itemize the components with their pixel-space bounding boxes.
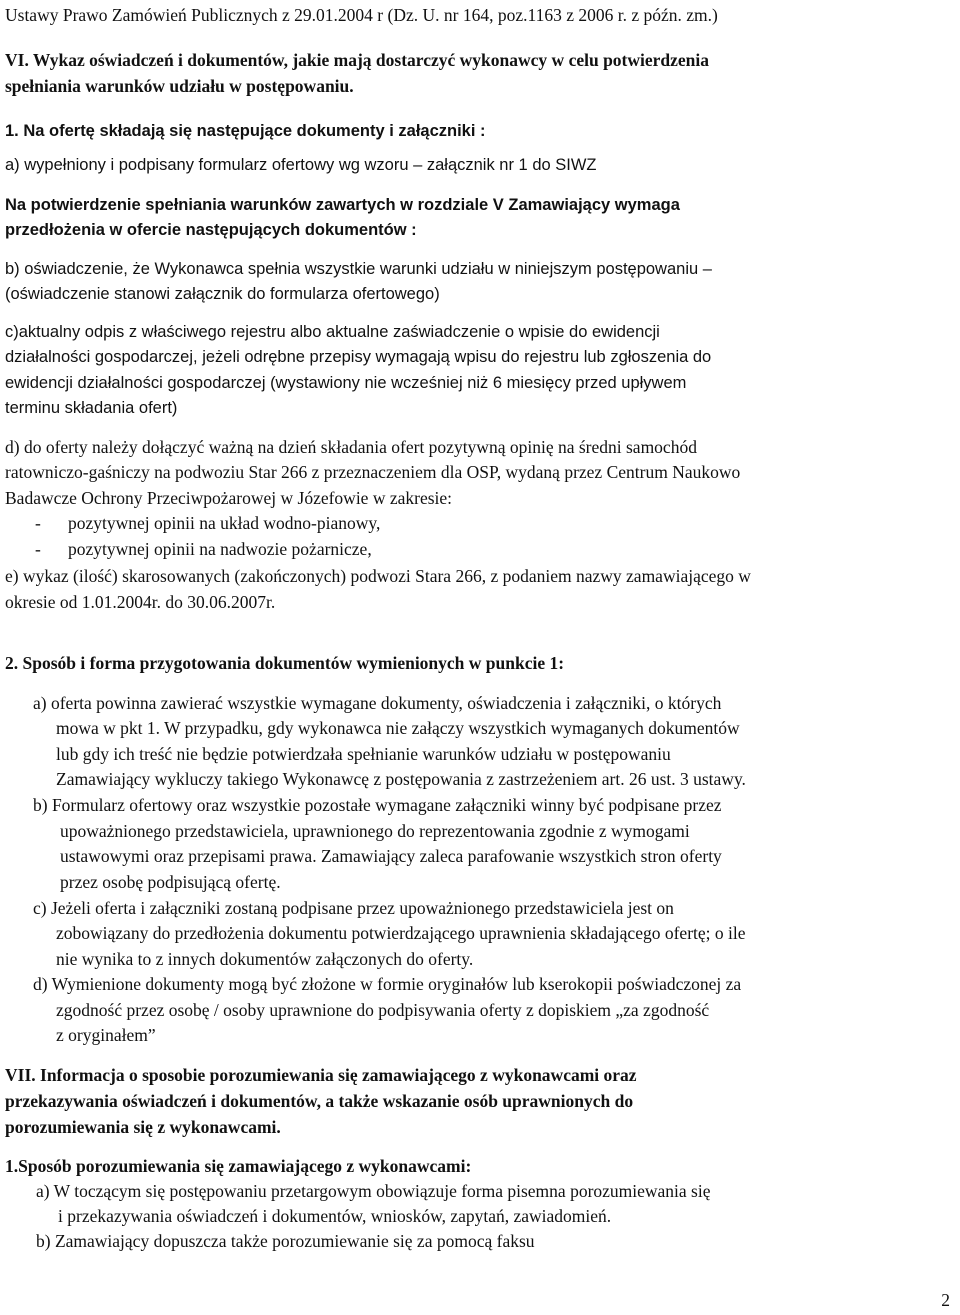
point-2-item-c-cont-2: nie wynika to z innych dokumentów załączonych do oferty. xyxy=(56,949,474,969)
point-1-item-d-sub-1: pozytywnej opinii na układ wodno-pianowy, xyxy=(68,513,381,533)
point-2-item-a: a) oferta powinna zawierać wszystkie wymagane dokumenty, oświadczenia i załączniki, o których xyxy=(33,693,722,713)
point-1-item-b-cont: (oświadczenie stanowi załącznik do formularza ofertowego) xyxy=(5,285,440,303)
section-vi-title: VI. Wykaz oświadczeń i dokumentów, jakie mają dostarczyć wykonawcy w celu potwierdzenia xyxy=(5,50,710,70)
list-dash: - xyxy=(35,513,41,533)
point-2-title: 2. Sposób i forma przygotowania dokumentów wymienionych w punkcie 1: xyxy=(5,653,565,673)
point-1-item-b: b) oświadczenie, że Wykonawca spełnia wszystkie warunki udziału w niniejszym postępowaniu – xyxy=(5,260,712,278)
point-1-item-e: e) wykaz (ilość) skarosowanych (zakończonych) podwozi Stara 266, z podaniem nazwy zamawiającego w xyxy=(5,566,751,586)
section-vii-title-cont-1: przekazywania oświadczeń i dokumentów, a także wskazanie osób uprawnionych do xyxy=(5,1091,634,1111)
list-dash: - xyxy=(35,539,41,559)
point-1-item-a: a) wypełniony i podpisany formularz ofertowy wg wzoru – załącznik nr 1 do SIWZ xyxy=(5,156,597,174)
section-vii-subtitle: 1.Sposób porozumiewania się zamawiającego z wykonawcami: xyxy=(5,1156,472,1176)
section-vi-title-cont: spełniania warunków udziału w postępowaniu. xyxy=(5,76,354,96)
requirements-intro: Na potwierdzenie spełniania warunków zawartych w rozdziale V Zamawiający wymaga xyxy=(5,196,680,214)
point-2-item-d-cont-1: zgodność przez osobę / osoby uprawnione do podpisywania oferty z dopiskiem „za zgodność xyxy=(56,1000,710,1020)
point-2-item-b-cont-2: ustawowymi oraz przepisami prawa. Zamawiający zaleca parafowanie wszystkich stron oferty xyxy=(60,846,722,866)
point-1-item-c-cont-2: ewidencji działalności gospodarczej (wystawiony nie wcześniej niż 6 miesięcy przed upływem xyxy=(5,374,687,392)
page-number: 2 xyxy=(941,1290,950,1310)
point-2-item-b: b) Formularz ofertowy oraz wszystkie pozostałe wymagane załączniki winny być podpisane przez xyxy=(33,795,722,815)
section-vii-item-a-cont: i przekazywania oświadczeń i dokumentów, wniosków, zapytań, zawiadomień. xyxy=(58,1206,612,1226)
point-1-item-d-sub-2: pozytywnej opinii na nadwozie pożarnicze, xyxy=(68,539,372,559)
point-1-title: 1. Na ofertę składają się następujące dokumenty i załączniki : xyxy=(5,122,486,140)
point-1-item-c: c)aktualny odpis z właściwego rejestru albo aktualne zaświadczenie o wpisie do ewidencji xyxy=(5,323,660,341)
point-1-item-d-cont-2: Badawcze Ochrony Przeciwpożarowej w Józefowie w zakresie: xyxy=(5,488,453,508)
point-1-item-e-cont: okresie od 1.01.2004r. do 30.06.2007r. xyxy=(5,592,276,612)
section-vii-item-a: a) W toczącym się postępowaniu przetargowym obowiązuje forma pisemna porozumiewania się xyxy=(36,1181,711,1201)
point-1-item-c-cont-3: terminu składania ofert) xyxy=(5,399,178,417)
section-vii-title-cont-2: porozumiewania się z wykonawcami. xyxy=(5,1117,281,1137)
section-vii-item-b: b) Zamawiający dopuszcza także porozumiewanie się za pomocą faksu xyxy=(36,1231,535,1251)
point-1-item-c-cont-1: działalności gospodarczej, jeżeli odrębne przepisy wymagają wpisu do rejestru lub zgłoszenia do xyxy=(5,348,712,366)
point-2-item-a-cont-2: lub gdy ich treść nie będzie potwierdzała spełnianie warunków udziału w postępowaniu xyxy=(56,744,671,764)
requirements-intro-cont: przedłożenia w ofercie następujących dokumentów : xyxy=(5,221,417,239)
point-1-item-d-cont-1: ratowniczo-gaśniczy na podwoziu Star 266 z przeznaczeniem dla OSP, wydaną przez Centrum Naukowo xyxy=(5,462,741,482)
point-2-item-a-cont-1: mowa w pkt 1. W przypadku, gdy wykonawca nie załączy wszystkich wymaganych dokumentów xyxy=(56,718,740,738)
header-citation: Ustawy Prawo Zamówień Publicznych z 29.01.2004 r (Dz. U. nr 164, poz.1163 z 2006 r. z późn. zm.) xyxy=(5,5,718,25)
point-2-item-c-cont-1: zobowiązany do przedłożenia dokumentu potwierdzającego uprawnienia składającego ofertę; o ile xyxy=(56,923,746,943)
point-2-item-d: d) Wymienione dokumenty mogą być złożone w formie oryginałów lub kserokopii poświadczonej za xyxy=(33,974,742,994)
point-2-item-b-cont-3: przez osobę podpisującą ofertę. xyxy=(60,872,281,892)
point-2-item-c: c) Jeżeli oferta i załączniki zostaną podpisane przez upoważnionego przedstawiciela jest on xyxy=(33,898,674,918)
section-vii-title: VII. Informacja o sposobie porozumiewania się zamawiającego z wykonawcami oraz xyxy=(5,1065,637,1085)
point-1-item-d: d) do oferty należy dołączyć ważną na dzień składania ofert pozytywną opinię na średni samochód xyxy=(5,437,697,457)
point-2-item-d-cont-2: z oryginałem” xyxy=(56,1025,156,1045)
point-2-item-a-cont-3: Zamawiający wykluczy takiego Wykonawcę z postępowania z zastrzeżeniem art. 26 ust. 3 ustawy. xyxy=(56,769,746,789)
point-2-item-b-cont-1: upoważnionego przedstawiciela, uprawnionego do reprezentowania zgodnie z wymogami xyxy=(60,821,690,841)
